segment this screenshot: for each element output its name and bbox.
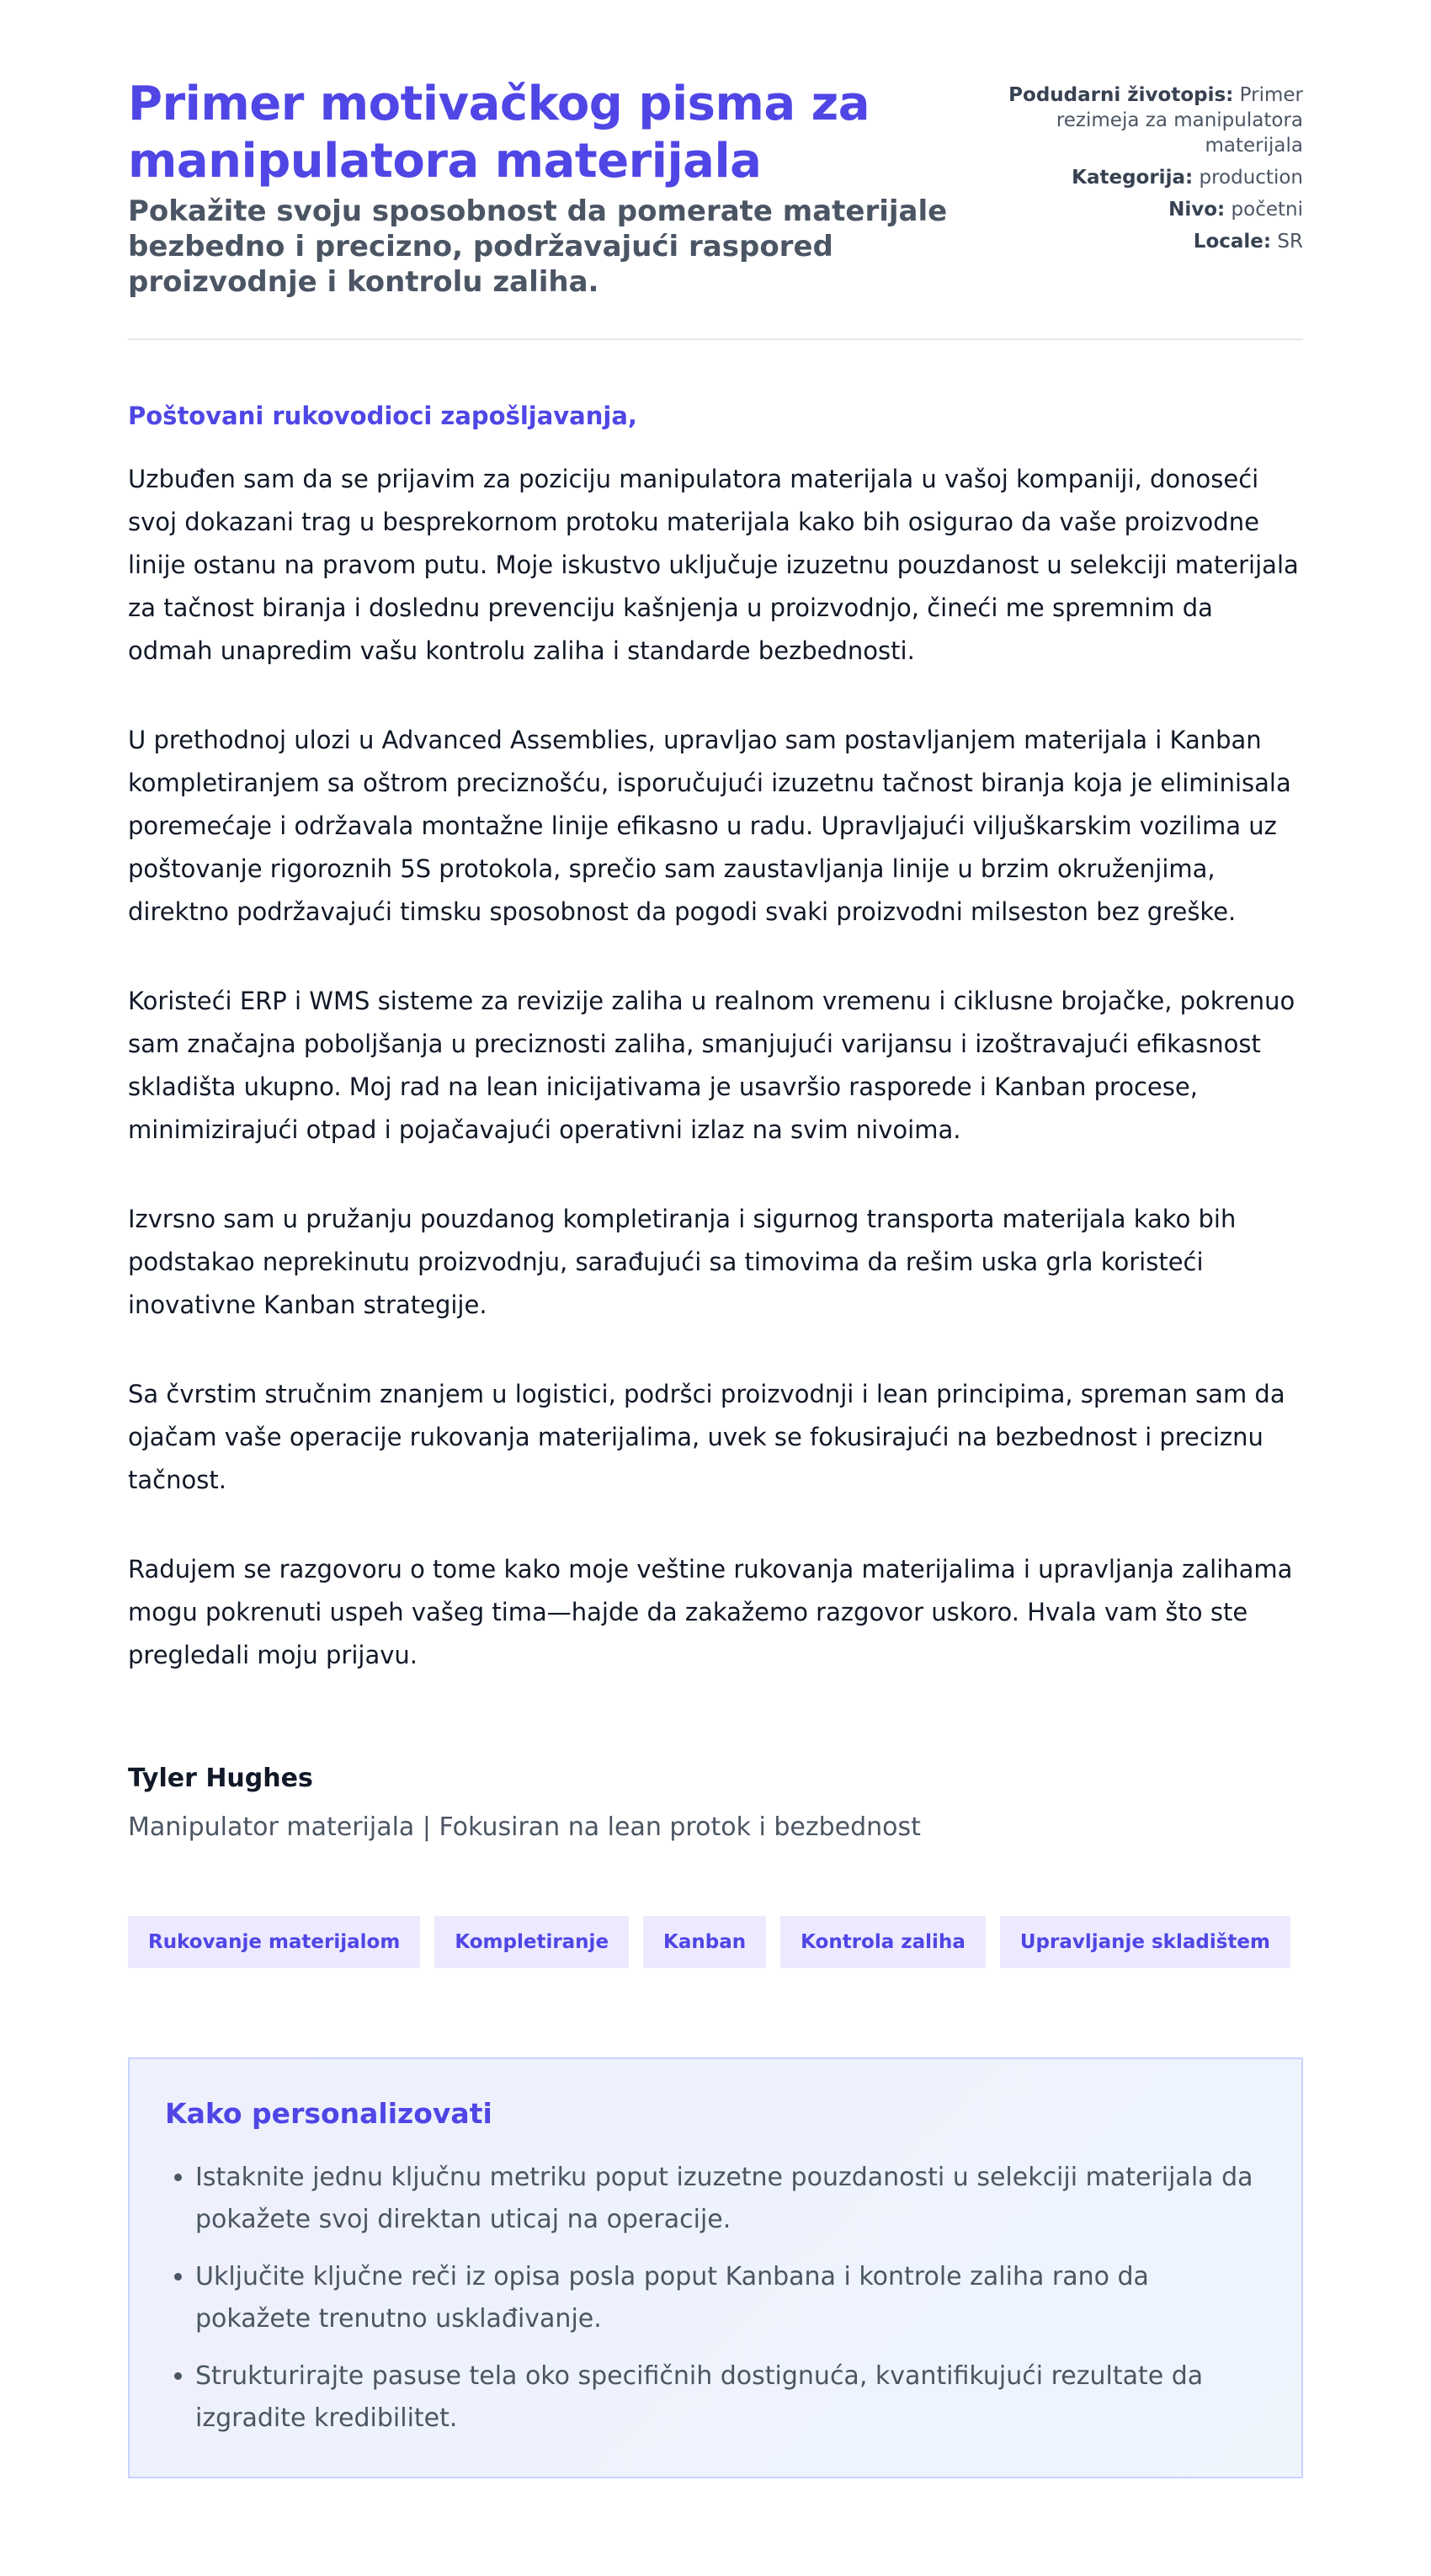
meta-panel <box>1000 76 1303 261</box>
meta-value: početni <box>1231 199 1303 221</box>
skill-tag: Kanban <box>643 1916 766 1968</box>
letter-paragraph: Koristeći ERP i WMS sisteme za revizije zaliha u realnom vremenu i ciklusne brojačke, pokrenuo sam značajna poboljšanja u preciznosti zaliha, smanjujući varijansu i izoštravajući efikasnost skladišta ukupno. Moj rad na lean inicijativama je usavršio rasporede i Kanban procese, minimizirajući otpad i pojačavajući operativni izlaz na svim nivoima. <box>128 987 1295 1144</box>
letter-paragraph: Radujem se razgovoru o tome kako moje veštine rukovanja materijalima i upravljanja zalihama mogu pokrenuti uspeh vašeg tima—hajde da zakažemo razgovor uskoro. Hvala vam što ste pregledali moju prijavu. <box>128 1555 1293 1669</box>
document <box>128 76 1303 2478</box>
signature-title: Manipulator materijala | Fokusiran na lean protok i bezbednost <box>128 1812 921 1842</box>
meta-value: production <box>1199 167 1303 189</box>
meta-label: Kategorija: <box>1072 167 1194 189</box>
tip-item: • Istaknite jednu ključnu metriku poput izuzetne pouzdanosti u selekciji materijala da pokažete svoj direktan uticaj na operacije. <box>195 2157 1266 2241</box>
letter-greeting: Poštovani rukovodioci zapošljavanja, <box>128 402 637 430</box>
meta-label: Nivo: <box>1168 199 1226 221</box>
meta-label: Podudarni životopis: <box>1008 84 1234 106</box>
meta-value: SR <box>1277 231 1303 253</box>
tips-title: Kako personalizovati <box>165 2097 492 2130</box>
header-titles <box>128 76 987 300</box>
page-title: Primer motivačkog pisma za manipulatora materijala <box>128 77 870 189</box>
tips-list <box>165 2157 1266 2440</box>
tip-item: • Strukturirajte pasuse tela oko specifičnih dostignuća, kvantifikujući rezultate da izgradite kredibilitet. <box>195 2355 1266 2440</box>
letter-body <box>128 401 1303 1844</box>
meta-level <box>1000 197 1303 222</box>
meta-value: Primer rezimeja za manipulatora materijala <box>1056 84 1303 157</box>
skill-tag: Rukovanje materijalom <box>128 1916 420 1968</box>
skill-tag: Kompletiranje <box>434 1916 629 1968</box>
personalization-tips <box>128 2057 1303 2478</box>
skill-tags <box>128 1916 1303 1968</box>
tip-item: • Uključite ključne reči iz opisa posla poput Kanbana i kontrole zaliha rano da pokažete trenutno usklađivanje. <box>195 2256 1266 2340</box>
letter-paragraph: Sa čvrstim stručnim znanjem u logistici, podršci proizvodnji i lean principima, spreman sam da ojačam vaše operacije rukovanja materijalima, uvek se fokusirajući na bezbednost i preciznu tačnost. <box>128 1380 1285 1494</box>
meta-label: Locale: <box>1193 231 1272 253</box>
page-subtitle: Pokažite svoju sposobnost da pomerate materijale bezbedno i precizno, podržavajući raspored proizvodnje i kontrolu zaliha. <box>128 194 948 299</box>
meta-locale <box>1000 229 1303 254</box>
meta-matching-resume <box>1000 82 1303 158</box>
signature <box>128 1763 1303 1844</box>
document-header <box>128 76 1303 340</box>
skill-tag: Kontrola zaliha <box>780 1916 986 1968</box>
signature-name: Tyler Hughes <box>128 1764 313 1793</box>
skill-tag: Upravljanje skladištem <box>1000 1916 1290 1968</box>
letter-paragraph: Uzbuđen sam da se prijavim za poziciju manipulatora materijala u vašoj kompaniji, donoseći svoj dokazani trag u besprekornom protoku materijala kako bih osigurao da vaše proizvodne linije ostanu na pravom putu. Moje iskustvo uključuje izuzetnu pouzdanost u selekciji materijala za tačnost biranja i doslednu prevenciju kašnjenja u proizvodnjo, čineći me spremnim da odmah unapredim vašu kontrolu zaliha i standarde bezbednosti. <box>128 465 1299 665</box>
letter-paragraph: U prethodnoj ulozi u Advanced Assemblies, upravljao sam postavljanjem materijala i Kanban kompletiranjem sa oštrom preciznošću, isporučujući izuzetnu tačnost biranja koja je eliminisala poremećaje i održavala montažne linije efikasno u radu. Upravljajući viljuškarskim vozilima uz poštovanje rigoroznih 5S protokola, sprečio sam zaustavljanja linije u brzim okruženjima, direktno podržavajući timsku sposobnost da pogodi svaki proizvodni milseston bez greške. <box>128 726 1291 926</box>
letter-paragraph: Izvrsno sam u pružanju pouzdanog kompletiranja i sigurnog transporta materijala kako bih podstakao neprekinutu proizvodnju, sarađujući sa timovima da rešim uska grla koristeći inovativne Kanban strategije. <box>128 1205 1237 1319</box>
meta-category <box>1000 165 1303 190</box>
